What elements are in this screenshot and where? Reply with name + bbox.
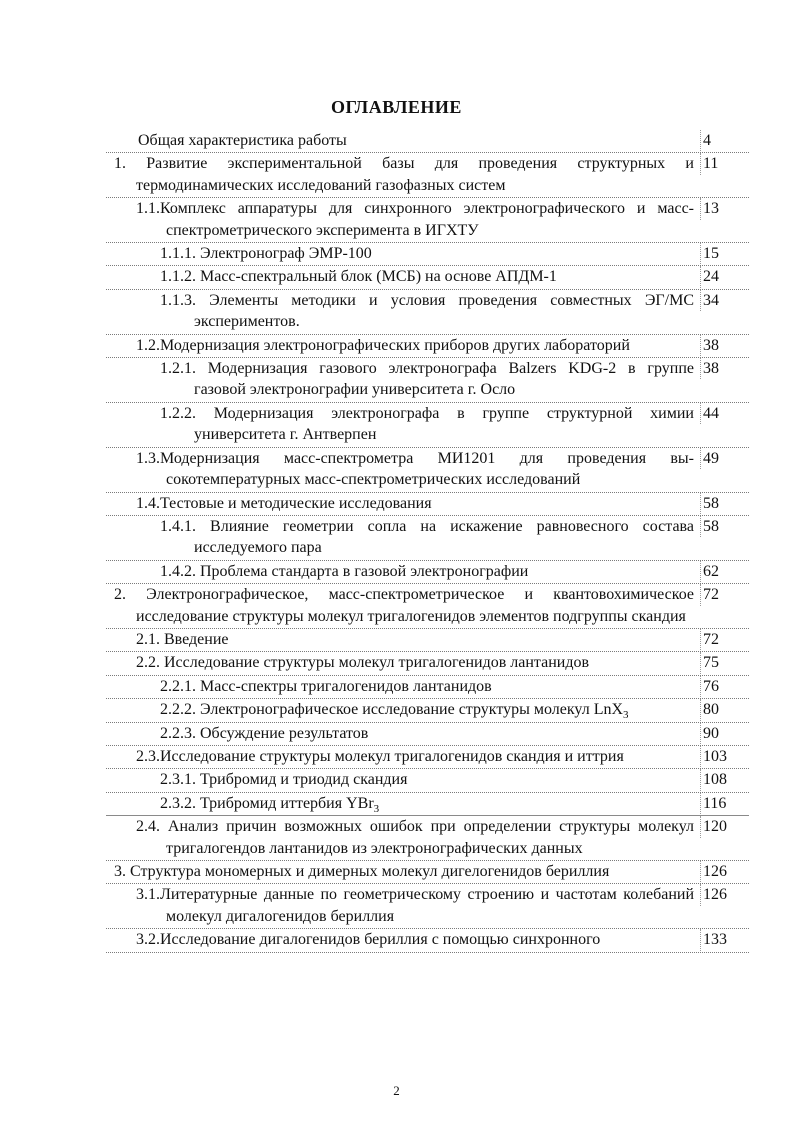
- toc-entry-text: 3. Структура мономерных и димерных молекул дигелогенидов бериллия: [114, 863, 610, 880]
- toc-entry-text: 1.3.Модернизация масс-спектрометра МИ1201 для проведения высокотемпературных масс-спектрометрических исследований: [136, 449, 694, 489]
- toc-entry: [106, 676, 749, 699]
- toc-entry-page: 72: [700, 584, 749, 605]
- toc-entry: [106, 884, 749, 929]
- toc-entry: [106, 493, 749, 516]
- subscript: 3: [373, 802, 380, 815]
- toc-entry: [106, 652, 749, 675]
- toc-entry: [106, 335, 749, 358]
- toc-entry-page: 38: [700, 335, 749, 356]
- toc-entry: [106, 861, 749, 884]
- toc-entry-text: 1.1.2. Масс-спектральный блок (МСБ) на основе АПДМ-1: [160, 268, 557, 286]
- toc-entry-text: 2. Электронографическое, масс-спектрометрическое и квантовохимическое исследование структуры молекул тригалогенидов элементов подгруппы скандия: [114, 586, 694, 625]
- toc-entry-page: 62: [700, 561, 749, 582]
- toc-entry: [106, 584, 749, 629]
- toc-entry: [106, 629, 749, 652]
- toc-entry-page: 108: [700, 769, 749, 790]
- toc-entry: [106, 153, 749, 198]
- toc-entry-text: 1.1.3. Элементы методики и условия проведения совместных ЭГ/МС экспериментов.: [160, 291, 694, 331]
- toc-entry: [106, 793, 749, 816]
- toc-entry-page: 13: [700, 198, 749, 219]
- toc-entry-text: 1.2.2. Модернизация электронографа в группе структурной химии университета г. Антверпен: [160, 404, 694, 444]
- toc-entry-text: 2.4. Анализ причин возможных ошибок при определении структуры молекул тригалогендов лантанидов из электронографических данных: [136, 818, 694, 857]
- toc-entry-text: [106, 793, 700, 815]
- page-title: ОГЛАВЛЕНИЕ: [331, 97, 462, 117]
- toc-entry-page: 15: [700, 243, 749, 264]
- toc-entry-page: 80: [700, 699, 749, 720]
- toc-entry-text: 2.2.1. Масс-спектры тригалогенидов лантанидов: [160, 677, 492, 695]
- toc-entry-text: 1.2.1. Модернизация газового электронографа Balzers KDG-2 в группе газовой электронографии университета г. Осло: [160, 360, 694, 399]
- toc-entry-page: 75: [700, 652, 749, 673]
- toc-entry: [106, 561, 749, 584]
- toc-entry: [106, 130, 749, 153]
- toc-entry-text: 1.1.Комплекс аппаратуры для синхронного электронографического и масс-спектрометрического эксперимента в ИГХТУ: [136, 200, 694, 239]
- toc-entry-text-main: 2.3.2. Трибромид иттербия YBr: [160, 794, 374, 812]
- toc-entry-text: 1.1.1. Электронограф ЭМР-100: [160, 245, 372, 263]
- toc-entry: [106, 699, 749, 722]
- toc-entry: [106, 929, 749, 952]
- toc-entry-text: 3.2.Исследование дигалогенидов бериллия с помощью синхронного: [136, 931, 601, 949]
- toc-entry-text: 2.3.1. Трибромид и триодид скандия: [160, 771, 408, 789]
- toc-entry-page: 58: [700, 493, 749, 514]
- toc-entry-text: 1.4.1. Влияние геометрии сопла на искажение равновесного состава исследуемого пара: [160, 517, 694, 557]
- toc-entry: [106, 266, 749, 289]
- toc-entry-page: 120: [700, 816, 749, 837]
- toc-entry: [106, 198, 749, 243]
- toc-entry-page: 116: [700, 793, 749, 814]
- table-of-contents: [106, 130, 749, 953]
- toc-entry: [106, 746, 749, 769]
- toc-entry-text: 3.1.Литературные данные по геометрическому строению и частотам колебаний молекул дигалогенидов бериллия: [136, 886, 694, 925]
- toc-entry-page: 4: [700, 130, 749, 151]
- toc-entry: [106, 448, 749, 493]
- toc-entry: [106, 723, 749, 746]
- toc-entry-page: 44: [700, 403, 749, 424]
- toc-entry-page: 38: [700, 358, 749, 379]
- toc-entry-text: 1.2.Модернизация электронографических приборов других лабораторий: [136, 336, 630, 354]
- toc-entry-page: 34: [700, 290, 749, 311]
- toc-entry-page: 126: [700, 884, 749, 905]
- toc-entry-page: 49: [700, 448, 749, 469]
- toc-entry-text: [106, 699, 700, 721]
- toc-entry-page: 72: [700, 629, 749, 650]
- subscript: 3: [623, 709, 629, 722]
- toc-entry: [106, 769, 749, 792]
- toc-entry-text: 1. Развитие экспериментальной базы для проведения структурных и термодинамических исследований газофазных систем: [114, 155, 694, 194]
- toc-entry-page: 90: [700, 723, 749, 744]
- toc-entry-text: 1.4.2. Проблема стандарта в газовой электронографии: [160, 562, 529, 580]
- page-number: 2: [393, 1083, 400, 1098]
- toc-entry-text: 2.1. Введение: [136, 630, 229, 648]
- toc-entry: [106, 403, 749, 448]
- toc-entry-page: 126: [700, 861, 749, 882]
- toc-entry-text: 2.2. Исследование структуры молекул тригалогенидов лантанидов: [136, 654, 590, 672]
- toc-entry: [106, 243, 749, 266]
- toc-entry-text-main: 2.2.2. Электронографическое исследование структуры молекул LnX: [160, 701, 624, 719]
- toc-entry-text: Общая характеристика работы: [138, 132, 347, 149]
- toc-entry-page: 11: [700, 153, 749, 174]
- toc-entry: [106, 816, 749, 861]
- toc-entry-page: 103: [700, 746, 749, 767]
- toc-entry: [106, 290, 749, 335]
- toc-entry-text: 2.2.3. Обсуждение результатов: [160, 724, 369, 742]
- toc-entry: [106, 516, 749, 561]
- toc-entry-text: 2.3.Исследование структуры молекул тригалогенидов скандия и иттрия: [136, 747, 624, 765]
- toc-entry-page: 133: [700, 929, 749, 950]
- toc-entry-page: 58: [700, 516, 749, 537]
- toc-entry-page: 76: [700, 676, 749, 697]
- toc-entry-page: 24: [700, 266, 749, 287]
- toc-entry: [106, 358, 749, 403]
- toc-entry-text: 1.4.Тестовые и методические исследования: [136, 494, 432, 512]
